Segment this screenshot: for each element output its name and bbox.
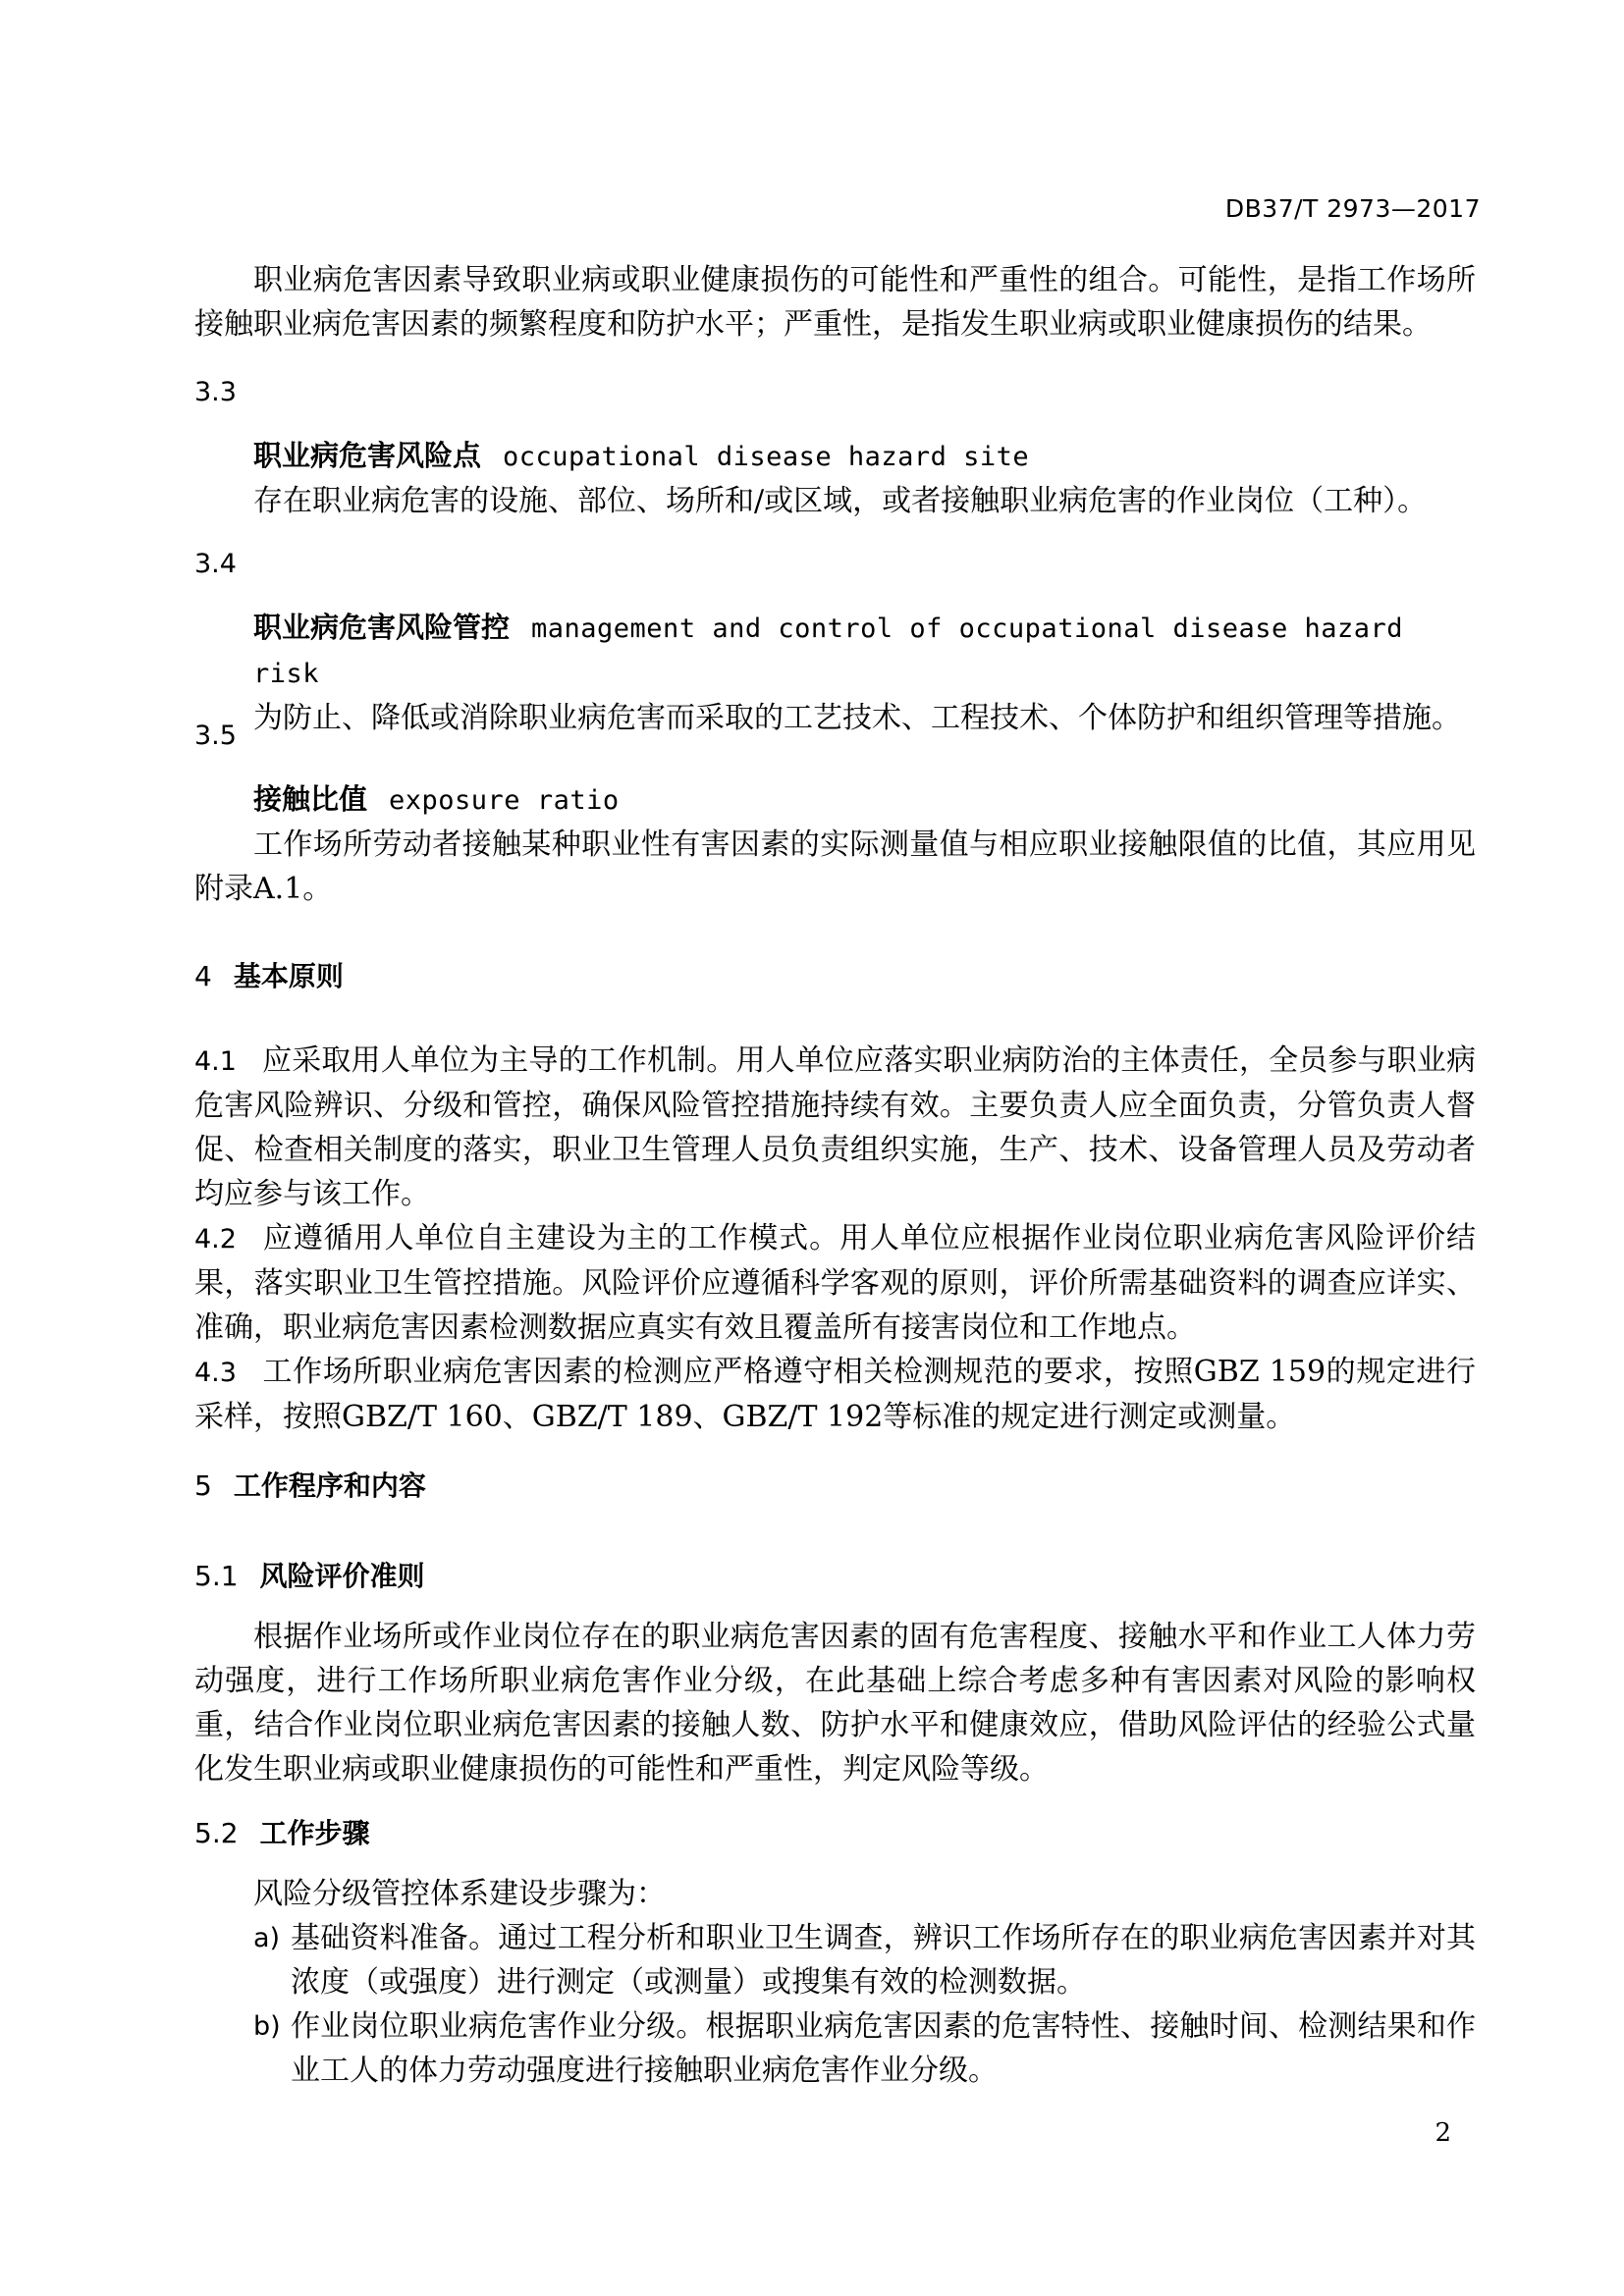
- clause-number: 4.3: [194, 1358, 237, 1388]
- page-number: 2: [1435, 2118, 1451, 2148]
- term-chinese: 职业病危害风险点: [253, 439, 482, 472]
- list-item-text: 作业岗位职业病危害作业分级。根据职业病危害因素的危害特性、接触时间、检测结果和作业工人的体力劳动强度进行接触职业病危害作业分级。: [291, 2009, 1476, 2088]
- section-5-2-heading: [194, 1811, 1476, 1855]
- clause-text: 工作场所职业病危害因素的检测应严格遵守相关检测规范的要求，按照GBZ 159的规定进行采样，按照GBZ/T 160、GBZ/T 189、GBZ/T 192等标准的规定进行测定或测量。: [194, 1355, 1476, 1434]
- term-english: exposure ratio: [389, 785, 620, 816]
- term-heading: [194, 606, 1476, 696]
- section-5-2-body: [194, 1872, 1476, 2093]
- intro-paragraph-block: [194, 258, 1476, 347]
- clause-number: 3.4: [194, 549, 237, 579]
- clause-4-1: [194, 1039, 1476, 1216]
- section-4-heading: [194, 954, 1476, 998]
- clause-number: 4.1: [194, 1046, 237, 1077]
- clause-4-3: [194, 1350, 1476, 1439]
- clause-number: 3.3: [194, 377, 237, 407]
- clause-3-4: [194, 542, 1476, 586]
- clause-text: 应采取用人单位为主导的工作机制。用人单位应落实职业病防治的主体责任，全员参与职业病危害风险辨识、分级和管控，确保风险管控措施持续有效。主要负责人应全面负责，分管负责人督促、检查相关制度的落实，职业卫生管理人员负责组织实施，生产、技术、设备管理人员及劳动者均应参与该工作。: [194, 1043, 1476, 1211]
- section-number: 5.1: [194, 1560, 239, 1592]
- section-number: 5: [194, 1469, 212, 1502]
- section-title: 风险评价准则: [259, 1560, 425, 1592]
- section-5-1-heading: [194, 1554, 1476, 1598]
- section-5-1-paragraph: 根据作业场所或作业岗位存在的职业病危害因素的固有危害程度、接触水平和作业工人体力劳动强度，进行工作场所职业病危害作业分级，在此基础上综合考虑多种有害因素对风险的影响权重，结合作业岗位职业病危害因素的接触人数、防护水平和健康效应，借助风险评估的经验公式量化发生职业病或职业健康损伤的可能性和严重性，判定风险等级。: [194, 1620, 1476, 1787]
- list-item-text: 基础资料准备。通过工程分析和职业卫生调查，辨识工作场所存在的职业病危害因素并对其浓度（或强度）进行测定（或测量）或搜集有效的检测数据。: [291, 1921, 1476, 2000]
- term-english: occupational disease hazard site: [503, 442, 1030, 472]
- clause-3-3: [194, 370, 1476, 414]
- term-chinese: 职业病危害风险管控: [253, 611, 511, 644]
- clause-number: 4.2: [194, 1224, 237, 1255]
- section-5-1-body: [194, 1615, 1476, 1791]
- section-title: 工作程序和内容: [233, 1469, 426, 1502]
- intro-paragraph: 职业病危害因素导致职业病或职业健康损伤的可能性和严重性的组合。可能性，是指工作场所接触职业病危害因素的频繁程度和防护水平；严重性，是指发生职业病或职业健康损伤的结果。: [194, 263, 1476, 342]
- clause-4-2: [194, 1216, 1476, 1350]
- clause-text: 应遵循用人单位自主建设为主的工作模式。用人单位应根据作业岗位职业病危害风险评价结果，落实职业卫生管控措施。风险评价应遵循科学客观的原则，评价所需基础资料的调查应详实、准确，职业病危害因素检测数据应真实有效且覆盖所有接害岗位和工作地点。: [194, 1221, 1476, 1345]
- term-definition: 工作场所劳动者接触某种职业性有害因素的实际测量值与相应职业接触限值的比值，其应用见附录A.1。: [194, 828, 1476, 906]
- term-definition: 存在职业病危害的设施、部位、场所和/或区域，或者接触职业病危害的作业岗位（工种）。: [253, 484, 1428, 518]
- list-marker: b): [253, 2011, 281, 2042]
- clause-3-5: [194, 714, 1476, 758]
- section-5-2-lead: 风险分级管控体系建设步骤为：: [253, 1877, 666, 1911]
- term-chinese: 接触比值: [253, 782, 368, 816]
- list-item: [194, 1916, 1476, 2004]
- list-marker: a): [253, 1923, 281, 1953]
- clause-number: 3.5: [194, 721, 237, 751]
- term-heading: [194, 777, 1476, 823]
- section-number: 4: [194, 960, 212, 992]
- term-definition: 为防止、降低或消除职业病危害而采取的工艺技术、工程技术、个体防护和组织管理等措施。: [253, 701, 1461, 735]
- term-3-3: [194, 434, 1476, 523]
- term-3-5: [194, 777, 1476, 911]
- term-heading: [194, 434, 1476, 479]
- term-english: management and control of occupational disease hazard risk: [253, 614, 1404, 689]
- section-title: 基本原则: [233, 960, 344, 992]
- section-4-body: [194, 1039, 1476, 1439]
- standard-code: DB37/T 2973—2017: [1224, 194, 1481, 223]
- list-item: [194, 2004, 1476, 2093]
- section-number: 5.2: [194, 1817, 239, 1849]
- section-5-heading: [194, 1464, 1476, 1508]
- section-title: 工作步骤: [259, 1817, 370, 1849]
